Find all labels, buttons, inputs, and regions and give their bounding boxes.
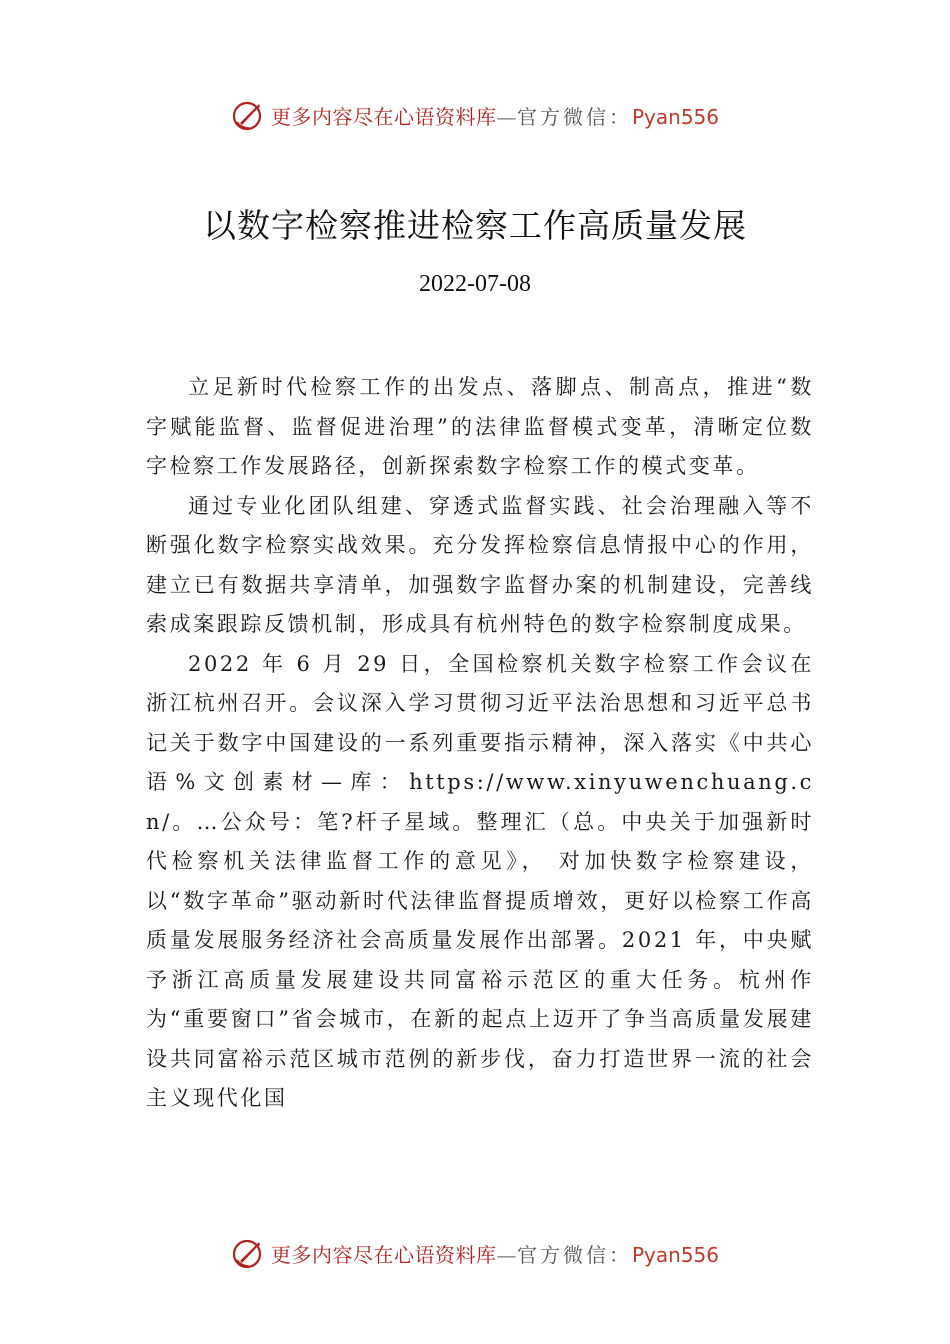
banner-brand: 更多内容尽在心语资料库 xyxy=(270,104,497,129)
pen-logo-icon xyxy=(231,1236,265,1270)
page-title: 以数字检察推进检察工作高质量发展 xyxy=(203,206,747,245)
banner-dash: — xyxy=(496,104,517,129)
banner-dash: — xyxy=(496,1242,517,1267)
pen-logo-icon xyxy=(231,98,265,132)
publish-date: 2022-07-08 xyxy=(419,271,531,297)
header-banner-text xyxy=(271,101,719,130)
banner-wechat-label: 官方微信： xyxy=(516,104,632,129)
banner-wechat-id: Pyan556 xyxy=(631,104,719,129)
paragraph: 立足新时代检察工作的出发点、落脚点、制高点，推进“数字赋能监督、监督促进治理”的法律监督模式变革，清晰定位数字检察工作发展路径，创新探索数字检察工作的模式变革。 xyxy=(146,375,814,478)
banner-wechat-label: 官方微信： xyxy=(516,1242,632,1267)
banner-wechat-id: Pyan556 xyxy=(631,1242,719,1267)
article-body xyxy=(146,368,814,1119)
paragraph: 2022 年 6 月 29 日，全国检察机关数字检察工作会议在浙江杭州召开。会议深入学习贯彻习近平法治思想和习近平总书记关于数字中国建设的一系列重要指示精神，深入落实《中共心语%文创素材—库：https://www.xinyuwenchuang.cn/。…公众号：笔?杆子星域。整理汇（总。中央关于加强新时代检察机关法律监督工作的意见》， 对加快数字检察建设，以“数字革命”驱动新时代法律监督提质增效，更好以检察工作高质量发展服务经济社会高质量发展作出部署。2021 年，中央赋予浙江高质量发展建设共同富裕示范区的重大任务。杭州作为“重要窗口”省会城市，在新的起点上迈开了争当高质量发展建设共同富裕示范区城市范例的新步伐，奋力打造世界一流的社会主义现代化国 xyxy=(146,651,814,1110)
banner-brand: 更多内容尽在心语资料库 xyxy=(270,1242,497,1267)
footer-banner xyxy=(0,1233,950,1273)
header-banner xyxy=(0,95,950,135)
paragraph: 通过专业化团队组建、穿透式监督实践、社会治理融入等不断强化数字检察实战效果。充分发挥检察信息情报中心的作用，建立已有数据共享清单，加强数字监督办案的机制建设，完善线索成案跟踪反馈机制，形成具有杭州特色的数字检察制度成果。 xyxy=(146,493,814,636)
footer-banner-text xyxy=(271,1239,719,1268)
